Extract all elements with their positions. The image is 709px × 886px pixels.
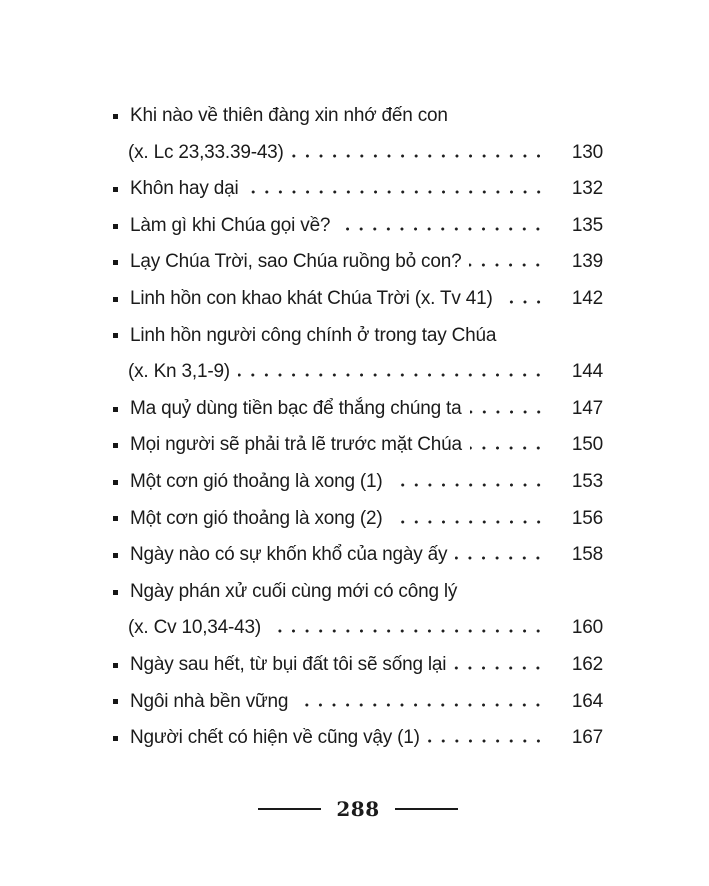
toc-row [113, 684, 603, 721]
toc-page-number: 135 [571, 214, 603, 236]
toc-entry-title: Ngày phán xử cuối cùng mới có công lý [130, 580, 458, 602]
dot-leader [292, 154, 549, 158]
toc-entry-title: Ngày nào có sự khốn khổ của ngày ấy [130, 544, 448, 566]
bullet-icon [113, 516, 118, 521]
toc-entry-title: (x. Lc 23,33.39-43) [128, 141, 284, 163]
toc-entry-title: Linh hồn người công chính ở trong tay Chúa [130, 324, 497, 346]
toc-row [113, 98, 603, 135]
bullet-icon [113, 553, 118, 558]
toc-entry-title: (x. Cv 10,34-43) [128, 617, 262, 639]
dot-leader [269, 629, 549, 633]
dot-leader [247, 190, 549, 194]
toc-entry-title: Khi nào về thiên đàng xin nhớ đến con [130, 105, 448, 126]
dot-leader [469, 263, 549, 267]
dot-leader [238, 373, 549, 377]
toc-page-number: 132 [571, 178, 603, 200]
toc-entry-title: Mọi người sẽ phải trả lẽ trước mặt Chúa [130, 434, 462, 456]
dot-leader [428, 739, 549, 743]
toc-page-number: 147 [571, 397, 603, 419]
toc-entry-title: Ma quỷ dùng tiền bạc để thắng chúng ta [130, 397, 462, 419]
toc-row [113, 135, 603, 172]
toc-row [113, 281, 603, 318]
dot-leader [454, 666, 549, 670]
toc-row [113, 171, 603, 208]
bullet-icon [113, 407, 118, 412]
toc-page-number: 139 [571, 251, 603, 273]
toc-entry-title: Ngày sau hết, từ bụi đất tôi sẽ sống lại [130, 653, 447, 675]
bullet-icon [113, 736, 118, 741]
toc-page-number: 130 [571, 141, 603, 163]
toc-row [113, 537, 603, 574]
toc-row [113, 318, 603, 355]
toc-page-number: 158 [571, 544, 603, 566]
dot-leader [296, 703, 549, 707]
dot-leader [338, 227, 549, 231]
toc-entry-title: Người chết có hiện về cũng vậy (1) [130, 727, 420, 749]
bullet-icon [113, 443, 118, 448]
toc-entry-title: Khôn hay dại [130, 178, 239, 200]
toc-row [113, 610, 603, 647]
toc-page-number: 153 [571, 470, 603, 492]
toc-row [113, 464, 603, 501]
toc-row [113, 720, 603, 757]
toc-row [113, 647, 603, 684]
bullet-icon [113, 224, 118, 229]
bullet-icon [113, 333, 118, 338]
dot-leader [501, 300, 549, 304]
footer-rule-right [395, 808, 458, 810]
toc-page-number: 162 [571, 653, 603, 675]
toc-entry-title: Làm gì khi Chúa gọi về? [130, 214, 331, 236]
bullet-icon [113, 480, 118, 485]
toc-entry-title: Linh hồn con khao khát Chúa Trời (x. Tv 41) [130, 287, 493, 309]
toc-entry-title: Lạy Chúa Trời, sao Chúa ruồng bỏ con? [130, 251, 462, 273]
bullet-icon [113, 114, 118, 119]
toc-row [113, 501, 603, 538]
bullet-icon [113, 260, 118, 265]
toc-page-number: 150 [571, 434, 603, 456]
toc-row [113, 391, 603, 428]
toc-entry-title: Một cơn gió thoảng là xong (2) [130, 507, 383, 529]
dot-leader [391, 520, 549, 524]
bullet-icon [113, 699, 118, 704]
dot-leader [470, 446, 549, 450]
toc-list [113, 98, 603, 757]
toc-page-number: 164 [571, 690, 603, 712]
bullet-icon [113, 297, 118, 302]
toc-row [113, 244, 603, 281]
toc-row [113, 427, 603, 464]
toc-entry-title: (x. Kn 3,1-9) [128, 361, 230, 383]
toc-entry-title: Một cơn gió thoảng là xong (1) [130, 470, 383, 492]
footer-rule-left [258, 808, 321, 810]
toc-row [113, 574, 603, 611]
bullet-icon [113, 187, 118, 192]
toc-row [113, 208, 603, 245]
dot-leader [391, 483, 549, 487]
toc-page-number: 156 [571, 507, 603, 529]
bullet-icon [113, 663, 118, 668]
folio-page-number: 288 [336, 796, 380, 821]
page-footer [113, 797, 603, 821]
dot-leader [470, 410, 550, 414]
bullet-icon [113, 590, 118, 595]
toc-page-number: 144 [571, 361, 603, 383]
toc-page-number: 160 [571, 617, 603, 639]
dot-leader [455, 556, 549, 560]
toc-page-number: 142 [571, 287, 603, 309]
toc-row [113, 354, 603, 391]
toc-page-number: 167 [571, 727, 603, 749]
toc-entry-title: Ngôi nhà bền vững [130, 690, 289, 712]
